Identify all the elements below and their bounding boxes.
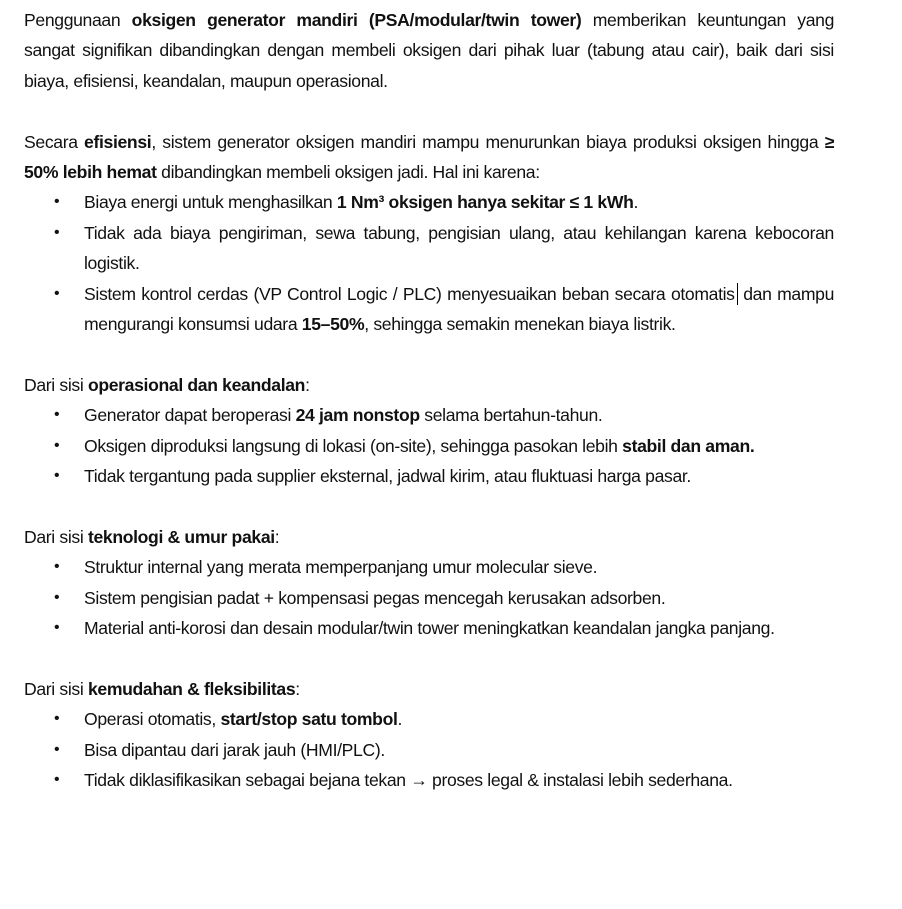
kemudahan-list: [24, 704, 834, 795]
bullet-icon: •: [54, 771, 60, 789]
text-run: Operasi otomatis,: [84, 709, 221, 730]
bold-run: 24 jam nonstop: [295, 405, 420, 426]
list-item: [24, 613, 834, 643]
bold-run: kemudahan & fleksibilitas: [87, 678, 296, 699]
bold-run: start/stop satu tombol: [220, 709, 398, 730]
bullet-icon: •: [54, 740, 60, 758]
bold-run: .: [749, 435, 755, 456]
bullet-icon: •: [54, 619, 60, 637]
text-run: dan mampu mengurangi konsumsi udara: [84, 283, 835, 335]
text-run: Dari sisi: [24, 374, 88, 395]
bullet-icon: •: [54, 467, 60, 485]
bold-run: stabil dan aman: [622, 435, 750, 456]
efisiensi-list: [24, 187, 834, 339]
text-run: Generator dapat beroperasi: [84, 405, 296, 426]
operasional-list: [24, 400, 834, 491]
text-run: Dari sisi: [24, 526, 88, 547]
text-run: dibandingkan membeli oksigen jadi. Hal ini karena:: [156, 162, 540, 183]
text-run: Tidak ada biaya pengiriman, sewa tabung, pengisian ulang, atau kehilangan karena kebocoran logistik.: [84, 222, 834, 274]
bold-run: efisiensi: [84, 131, 152, 152]
text-run: Struktur internal yang merata memperpanjang umur molecular sieve.: [84, 557, 598, 578]
bold-run: teknologi & umur pakai: [87, 526, 275, 547]
text-run: Penggunaan: [24, 10, 132, 30]
text-run: memberikan keuntungan yang sangat signifikan dibandingkan dengan membeli oksigen dari pihak luar (tabung atau cair), baik dari sisi biaya, efisiensi, keandalan, maupun operasional.: [24, 10, 834, 91]
text-run: Secara: [24, 131, 85, 152]
text-run: Biaya energi untuk menghasilkan: [84, 192, 337, 213]
blank-line: [24, 643, 834, 673]
text-run: Sistem kontrol cerdas (VP Control Logic / PLC) menyesuaikan beban secara otomatis: [84, 283, 735, 304]
bold-run: ≥ 50% lebih hemat: [24, 131, 834, 183]
text-run: Oksigen diproduksi langsung di lokasi (on-site), sehingga pasokan lebih: [84, 435, 623, 456]
bold-run: oksigen generator mandiri (PSA/modular/twin tower): [131, 10, 582, 30]
text-run: Bisa dipantau dari jarak jauh (HMI/PLC).: [84, 739, 385, 760]
blank-line: [24, 491, 834, 521]
list-item: [24, 279, 834, 340]
text-run: Tidak diklasifikasikan sebagai bejana tekan → proses legal & instalasi lebih sederhana.: [84, 770, 733, 791]
bold-run: 15–50%: [301, 314, 365, 335]
list-item: [24, 704, 834, 734]
blank-line: [24, 96, 834, 126]
text-run: .: [397, 709, 403, 730]
list-item: [24, 765, 834, 795]
text-run: Sistem pengisian padat + kompensasi pegas mencegah kerusakan adsorben.: [84, 587, 666, 608]
bold-run: 1 Nm³ oksigen hanya sekitar ≤ 1 kWh: [336, 192, 634, 213]
bold-run: operasional dan keandalan: [87, 374, 306, 395]
bullet-icon: •: [54, 710, 60, 728]
bullet-icon: •: [54, 284, 60, 302]
text-run: , sehingga semakin menekan biaya listrik.: [364, 314, 676, 335]
list-item: [24, 218, 834, 279]
kemudahan-heading: [24, 674, 834, 704]
text-run: Material anti-korosi dan desain modular/twin tower meningkatkan keandalan jangka panjang.: [84, 618, 775, 639]
list-item: [24, 187, 834, 217]
operasional-heading: [24, 370, 834, 400]
list-item: [24, 735, 834, 765]
text-run: :: [305, 374, 310, 395]
blank-line: [24, 339, 834, 369]
bullet-icon: •: [54, 193, 60, 211]
bullet-icon: •: [54, 223, 60, 241]
list-item: [24, 461, 834, 491]
text-run: Tidak tergantung pada supplier eksternal, jadwal kirim, atau fluktuasi harga pasar.: [84, 466, 691, 487]
teknologi-heading: [24, 522, 834, 552]
teknologi-list: [24, 552, 834, 643]
bullet-icon: •: [54, 406, 60, 424]
text-run: :: [295, 678, 300, 699]
bullet-icon: •: [54, 588, 60, 606]
text-run: selama bertahun-tahun.: [419, 405, 603, 426]
bullet-icon: •: [54, 558, 60, 576]
text-run: .: [633, 192, 639, 213]
text-run: :: [274, 526, 280, 547]
document-body[interactable]: [24, 5, 834, 796]
text-run: , sistem generator oksigen mandiri mampu menurunkan biaya produksi oksigen hingga: [151, 131, 825, 152]
list-item: [24, 431, 834, 461]
bullet-icon: •: [54, 436, 60, 454]
list-item: [24, 552, 834, 582]
text-run: Dari sisi: [24, 678, 88, 699]
intro-paragraph: [24, 5, 834, 96]
list-item: [24, 583, 834, 613]
list-item: [24, 400, 834, 430]
efisiensi-paragraph: [24, 127, 834, 188]
